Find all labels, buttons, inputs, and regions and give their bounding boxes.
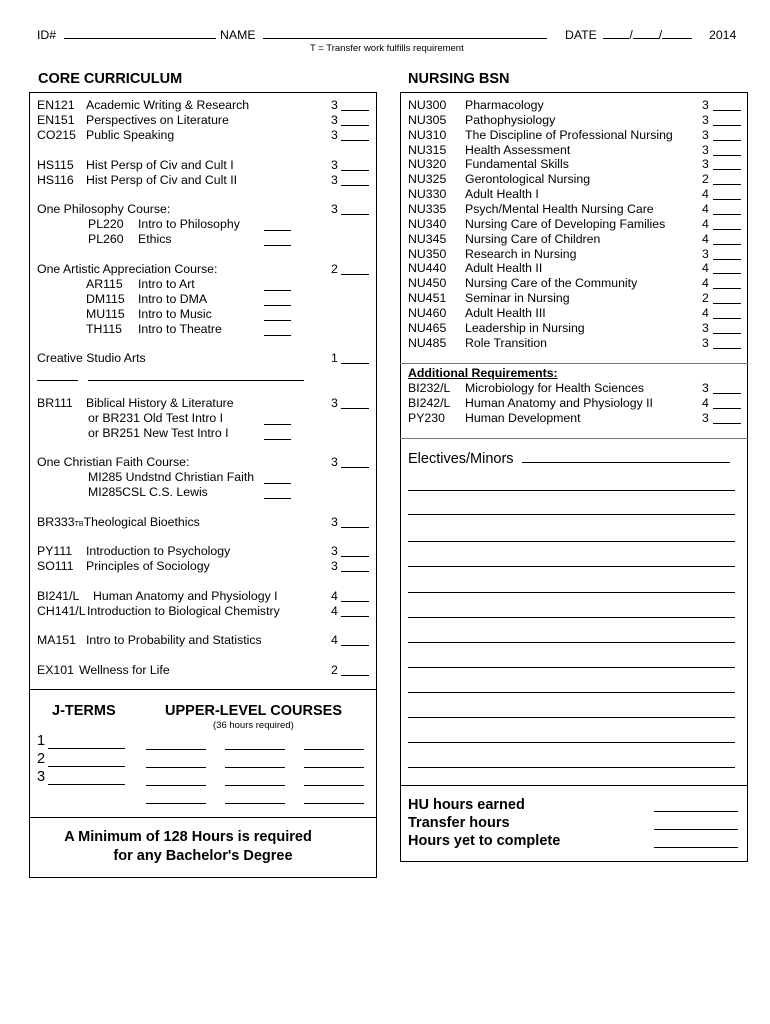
elective-line[interactable] (408, 642, 735, 643)
course-name: Hist Persp of Civ and Cult II (86, 173, 238, 187)
elective-line[interactable] (408, 692, 735, 693)
hours-blank[interactable] (341, 560, 369, 572)
upper-course-blank[interactable] (225, 738, 285, 750)
hours-blank[interactable] (713, 99, 741, 111)
course-name: Principles of Sociology (86, 559, 210, 573)
nursing-hours: 2 (702, 172, 709, 187)
course-code: EN121 (37, 98, 75, 112)
bioethics-name: Theological Bioethics (83, 515, 200, 529)
nursing-name: Gerontological Nursing (465, 172, 591, 187)
option-blank[interactable] (264, 324, 291, 336)
jterms-title: J-TERMS (52, 703, 116, 719)
hours-blank[interactable] (713, 203, 741, 215)
elective-line[interactable] (408, 717, 735, 718)
upper-course-blank[interactable] (304, 738, 364, 750)
nursing-hours: 3 (702, 127, 709, 142)
hours-blank[interactable] (713, 248, 741, 260)
hours-blank[interactable] (713, 218, 741, 230)
option-name: Ethics (138, 232, 172, 246)
nursing-code: NU450 (408, 276, 447, 291)
hours-blank[interactable] (713, 322, 741, 334)
upper-course-blank[interactable] (146, 792, 206, 804)
hours-blank[interactable] (341, 634, 369, 646)
bible-code: BR111 (37, 396, 73, 410)
minimum-line1: A Minimum of 128 Hours is required (64, 829, 312, 845)
upper-course-blank[interactable] (225, 774, 285, 786)
hours-remaining-label: Hours yet to complete (408, 833, 561, 849)
nursing-code: NU340 (408, 216, 447, 231)
course-code: PY111 (37, 544, 73, 558)
hours-blank[interactable] (341, 590, 369, 602)
course-hours: 3 (331, 98, 338, 112)
upper-course-blank[interactable] (225, 756, 285, 768)
option-code: AR115 (86, 277, 123, 291)
upper-course-blank[interactable] (225, 792, 285, 804)
hours-blank[interactable] (341, 114, 369, 126)
upper-course-blank[interactable] (304, 756, 364, 768)
wellness-hours: 2 (331, 663, 338, 677)
hours-blank[interactable] (713, 233, 741, 245)
nursing-hours: 4 (702, 276, 709, 291)
creative-label: Creative Studio Arts (37, 351, 146, 365)
hours-blank[interactable] (341, 664, 369, 676)
option-code: PL220 (88, 217, 124, 231)
nursing-code: NU440 (408, 261, 447, 276)
course-hours: 4 (331, 633, 338, 647)
option-blank[interactable] (264, 487, 291, 499)
hours-blank[interactable] (341, 203, 369, 215)
hours-blank[interactable] (341, 129, 369, 141)
hours-blank[interactable] (341, 263, 369, 275)
nursing-hours: 3 (702, 112, 709, 127)
nursing-code: NU350 (408, 246, 447, 261)
id-field[interactable] (37, 28, 216, 42)
option-blank[interactable] (264, 234, 291, 246)
elective-line[interactable] (408, 592, 735, 593)
nursing-code: NU320 (408, 157, 447, 172)
elective-line[interactable] (408, 514, 735, 515)
upper-course-blank[interactable] (304, 792, 364, 804)
course-hours: 4 (331, 589, 338, 603)
course-code: HS115 (37, 158, 74, 172)
nursing-name: Adult Health I (465, 187, 539, 202)
nursing-code: NU315 (408, 142, 447, 157)
course-hours: 3 (331, 559, 338, 573)
additional-code: BI242/L (408, 396, 451, 410)
hours-blank[interactable] (713, 277, 741, 289)
faith-option: MI285CSL C.S. Lewis (88, 485, 208, 499)
upper-subtitle: (36 hours required) (213, 720, 294, 731)
nursing-code: NU465 (408, 320, 447, 335)
bible-alt-2: or BR251 New Test Intro I (88, 426, 229, 440)
nursing-name: Psych/Mental Health Nursing Care (465, 201, 654, 216)
additional-name: Human Anatomy and Physiology II (465, 396, 653, 410)
option-blank[interactable] (264, 309, 291, 321)
nursing-name: Nursing Care of the Community (465, 276, 638, 291)
nursing-hours: 3 (702, 335, 709, 350)
course-hours: 3 (331, 128, 338, 142)
nursing-hours: 3 (702, 246, 709, 261)
nursing-code: NU451 (408, 291, 447, 306)
jterm-divider (29, 689, 377, 690)
nursing-hours: 4 (702, 261, 709, 276)
option-blank[interactable] (264, 294, 291, 306)
id-blank[interactable] (64, 38, 216, 39)
nursing-name: Pathophysiology (465, 112, 556, 127)
course-code: HS116 (37, 173, 74, 187)
creative-code-blank[interactable] (37, 369, 78, 381)
minimum-divider (29, 817, 377, 818)
jterm-blank[interactable] (48, 773, 125, 785)
elective-line[interactable] (408, 541, 735, 542)
nursing-code: NU310 (408, 127, 447, 142)
nursing-code: NU345 (408, 231, 447, 246)
hours-blank[interactable] (713, 382, 741, 394)
bible-hours: 3 (331, 396, 338, 410)
nursing-name: Nursing Care of Developing Families (465, 216, 666, 231)
electives-blank[interactable] (522, 462, 730, 463)
jterm-number: 1 (37, 733, 46, 749)
additional-name: Microbiology for Health Sciences (465, 381, 645, 395)
minimum-line2: for any Bachelor's Degree (113, 848, 293, 864)
hours-blank[interactable] (341, 516, 369, 528)
date-year-blank[interactable] (662, 38, 692, 39)
hours-blank[interactable] (713, 307, 741, 319)
hours-blank[interactable] (713, 397, 741, 409)
wellness-name: Wellness for Life (79, 663, 170, 677)
course-name: Public Speaking (86, 128, 175, 142)
elective-line[interactable] (408, 490, 735, 491)
name-field[interactable] (220, 28, 547, 42)
bioethics-code: BR333 (37, 515, 75, 529)
option-blank[interactable] (264, 413, 291, 425)
jterm-number: 3 (37, 769, 46, 785)
nursing-hours: 3 (702, 142, 709, 157)
option-name: Intro to Theatre (138, 322, 222, 336)
nursing-hours: 4 (702, 305, 709, 320)
nursing-name: Leadership in Nursing (465, 320, 585, 335)
nursing-name: Health Assessment (465, 142, 571, 157)
nursing-name: Research in Nursing (465, 246, 577, 261)
elective-line[interactable] (408, 742, 735, 743)
additional-divider (400, 363, 748, 364)
option-name: Intro to Art (138, 277, 195, 291)
nursing-title: NURSING BSN (408, 71, 510, 87)
nursing-name: The Discipline of Professional Nursing (465, 127, 673, 142)
option-code: MU115 (86, 307, 125, 321)
id-label: ID# (37, 28, 57, 42)
name-blank[interactable] (263, 38, 547, 39)
nursing-name: Adult Health III (465, 305, 546, 320)
nursing-name: Fundamental Skills (465, 157, 569, 172)
course-code: MA151 (37, 633, 76, 647)
option-blank[interactable] (264, 219, 291, 231)
course-code: CO215 (37, 128, 76, 142)
year: 2014 (709, 28, 737, 42)
nursing-name: Role Transition (465, 335, 548, 350)
elective-line[interactable] (408, 767, 735, 768)
course-name: Hist Persp of Civ and Cult I (86, 158, 234, 172)
course-code: BI241/L (37, 589, 80, 603)
electives-field[interactable] (408, 451, 730, 467)
jterm-number: 2 (37, 751, 46, 767)
hours-blank[interactable] (341, 397, 369, 409)
additional-title: Additional Requirements: (408, 366, 558, 380)
nursing-hours: 3 (702, 98, 709, 112)
course-name: Introduction to Biological Chemistry (87, 604, 280, 618)
course-code: CH141/L (37, 604, 86, 618)
hours-blank[interactable] (341, 99, 369, 111)
philosophy-hours: 3 (331, 202, 338, 216)
nursing-name: Adult Health II (465, 261, 543, 276)
upper-course-blank[interactable] (146, 738, 206, 750)
course-code: EN151 (37, 113, 75, 127)
nursing-hours: 4 (702, 187, 709, 202)
course-hours: 3 (331, 544, 338, 558)
option-name: Intro to Philosophy (138, 217, 240, 231)
electives-divider (400, 438, 748, 439)
electives-label: Electives/Minors (408, 451, 514, 467)
additional-hours: 4 (702, 396, 709, 410)
bioethics-tag: TB (74, 521, 84, 528)
course-hours: 4 (331, 604, 338, 618)
nursing-hours: 4 (702, 231, 709, 246)
hours-blank[interactable] (713, 262, 741, 274)
course-name: Academic Writing & Research (86, 98, 250, 112)
hours-blank[interactable] (341, 159, 369, 171)
nursing-hours: 4 (702, 216, 709, 231)
hours-blank[interactable] (341, 456, 369, 468)
hours-blank[interactable] (713, 412, 741, 424)
nursing-code: NU335 (408, 201, 447, 216)
hours-blank[interactable] (713, 337, 741, 349)
bioethics-hours: 3 (331, 515, 338, 529)
nursing-name: Seminar in Nursing (465, 291, 570, 306)
upper-course-blank[interactable] (304, 774, 364, 786)
option-blank[interactable] (264, 472, 291, 484)
bible-alt-1: or BR231 Old Test Intro I (88, 411, 224, 425)
nursing-code: NU305 (408, 112, 447, 127)
date-day-blank[interactable] (633, 38, 659, 39)
bible-name: Biblical History & Literature (86, 396, 234, 410)
nursing-hours: 3 (702, 157, 709, 172)
course-hours: 3 (331, 113, 338, 127)
nursing-hours: 4 (702, 201, 709, 216)
course-name: Human Anatomy and Physiology I (93, 589, 278, 603)
nursing-hours: 3 (702, 320, 709, 335)
date-month-blank[interactable] (603, 38, 629, 39)
creative-name-blank[interactable] (88, 369, 304, 381)
hours-blank[interactable] (713, 114, 741, 126)
hours-blank[interactable] (341, 352, 369, 364)
hours-remaining-blank[interactable] (654, 834, 738, 851)
course-code: SO111 (37, 559, 74, 573)
hours-blank[interactable] (341, 605, 369, 617)
jterm-blank[interactable] (48, 737, 125, 749)
elective-line[interactable] (408, 566, 735, 567)
hours-blank[interactable] (341, 545, 369, 557)
jterm-blank[interactable] (48, 755, 125, 767)
option-name: Intro to DMA (138, 292, 208, 306)
nursing-code: NU485 (408, 335, 447, 350)
creative-hours: 1 (331, 351, 338, 365)
upper-course-blank[interactable] (146, 756, 206, 768)
hours-blank[interactable] (341, 174, 369, 186)
transfer-hours-label: Transfer hours (408, 815, 510, 831)
nursing-code: NU460 (408, 305, 447, 320)
hours-blank[interactable] (713, 292, 741, 304)
upper-course-blank[interactable] (146, 774, 206, 786)
elective-line[interactable] (408, 617, 735, 618)
bioethics-row (37, 515, 200, 529)
date-sep: / (629, 28, 633, 42)
upper-title: UPPER-LEVEL COURSES (165, 703, 342, 719)
philosophy-label: One Philosophy Course: (37, 202, 171, 216)
course-hours: 3 (331, 158, 338, 172)
additional-hours: 3 (702, 381, 709, 395)
hours-blank[interactable] (713, 188, 741, 200)
additional-hours: 3 (702, 411, 709, 425)
option-name: Intro to Music (138, 307, 212, 321)
course-name: Perspectives on Literature (86, 113, 229, 127)
summary-divider (400, 785, 748, 786)
option-code: PL260 (88, 232, 124, 246)
course-name: Intro to Probability and Statistics (86, 633, 262, 647)
date-field[interactable] (565, 28, 692, 42)
artistic-label: One Artistic Appreciation Course: (37, 262, 218, 276)
course-name: Introduction to Psychology (86, 544, 231, 558)
hours-blank[interactable] (713, 158, 741, 170)
course-hours: 3 (331, 173, 338, 187)
faith-option: MI285 Undstnd Christian Faith (88, 470, 255, 484)
core-title: CORE CURRICULUM (38, 71, 183, 87)
date-sep: / (658, 28, 663, 42)
hours-blank[interactable] (713, 144, 741, 156)
nursing-name: Nursing Care of Children (465, 231, 601, 246)
nursing-code: NU325 (408, 172, 447, 187)
option-blank[interactable] (264, 428, 291, 440)
elective-line[interactable] (408, 667, 735, 668)
hu-hours-blank[interactable] (654, 798, 738, 815)
additional-code: BI232/L (408, 381, 451, 395)
additional-code: PY230 (408, 411, 445, 425)
hours-blank[interactable] (713, 173, 741, 185)
hours-blank[interactable] (713, 129, 741, 141)
faith-label: One Christian Faith Course: (37, 455, 190, 469)
artistic-hours: 2 (331, 262, 338, 276)
date-label: DATE (565, 28, 597, 42)
nursing-name: Pharmacology (465, 98, 544, 112)
name-label: NAME (220, 28, 256, 42)
transfer-note: T = Transfer work fulfills requirement (310, 43, 464, 54)
nursing-code: NU330 (408, 187, 447, 202)
transfer-hours-blank[interactable] (654, 816, 738, 833)
hu-hours-label: HU hours earned (408, 797, 525, 813)
option-code: TH115 (86, 322, 122, 336)
nursing-code: NU300 (408, 98, 447, 112)
wellness-code: EX101 (37, 663, 74, 677)
faith-hours: 3 (331, 455, 338, 469)
option-code: DM115 (86, 292, 125, 306)
additional-name: Human Development (465, 411, 581, 425)
option-blank[interactable] (264, 279, 291, 291)
nursing-hours: 2 (702, 291, 709, 306)
